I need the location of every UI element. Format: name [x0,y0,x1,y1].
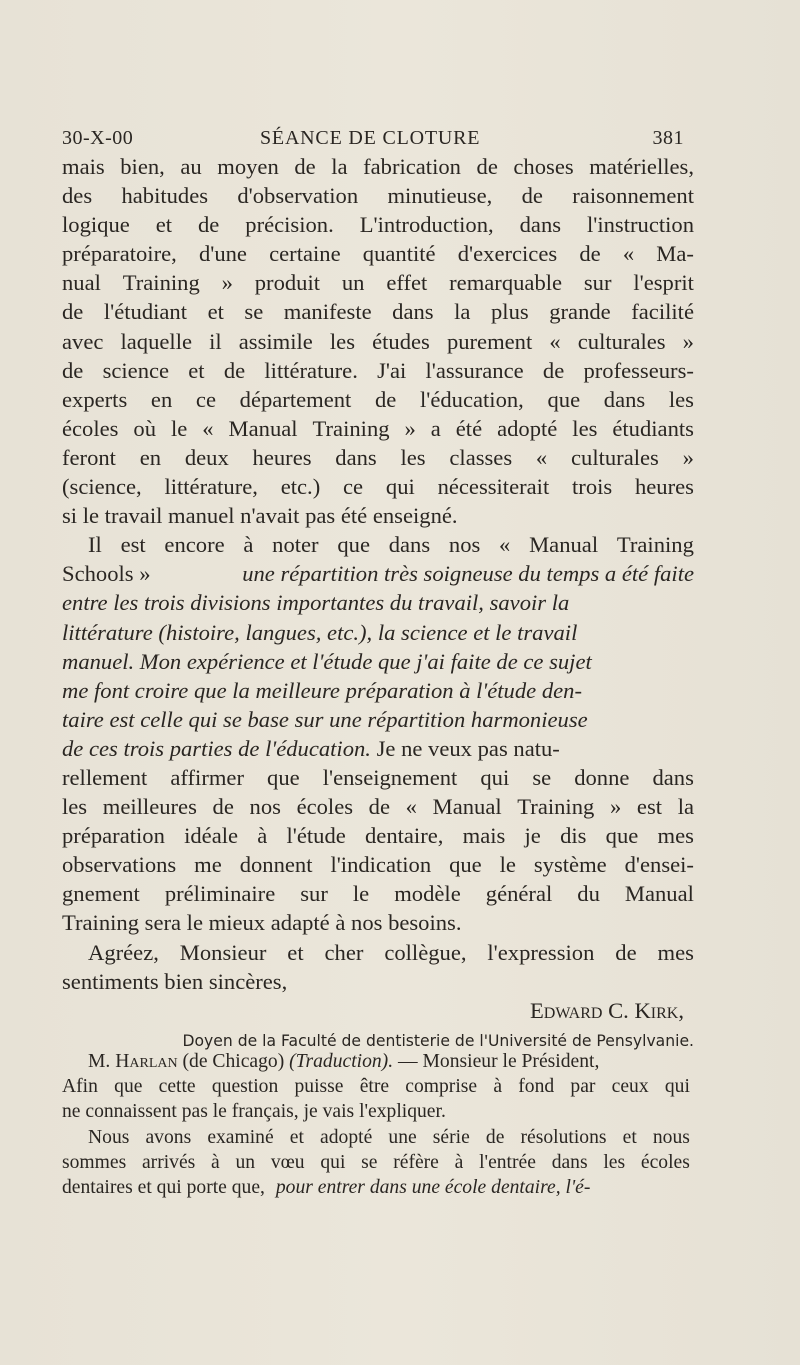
word: écoles [62,415,119,441]
word: avec [62,328,104,354]
word: des [62,183,93,209]
word: de [294,154,316,179]
word: littérature, [164,474,258,500]
word: à [493,1076,503,1098]
word: vœu [270,1151,305,1173]
speaker-name: M. Harlan [88,1051,178,1072]
word: etc.) [280,474,321,500]
word: examiné [207,1126,274,1148]
word: série [432,1126,470,1148]
letter-body [62,152,694,1053]
text-span [62,734,560,763]
paragraph-1 [62,152,694,530]
text-line [62,327,694,356]
word: raisonnement [572,183,694,209]
text-line [62,472,694,501]
word: département [239,386,352,412]
word: à [257,823,268,849]
word: nual [62,270,101,296]
word: » [404,415,416,441]
word: que [337,532,370,558]
word: idéale [184,823,239,849]
word: observations [62,852,177,878]
word: est [636,794,663,820]
text-line [62,210,694,239]
word: avons [145,1126,192,1148]
text-line [62,559,694,588]
text-line [62,647,694,676]
word: se [244,299,264,325]
word: » [221,270,233,296]
word: plus [491,299,529,325]
word: mais [462,823,506,849]
word: que [449,852,482,878]
word: que [114,1076,143,1098]
word: un [341,270,365,296]
word: puisse [294,1076,344,1098]
word: la [677,794,694,820]
text-line [62,268,694,297]
word: culturales [577,328,666,354]
word: et [207,299,224,325]
text-line [62,1125,690,1150]
word: classes [449,444,513,470]
word: dans [551,1151,588,1173]
text-line [62,763,694,792]
word: sur [583,270,612,296]
word: culturales [571,444,659,470]
word: nos [448,532,481,558]
word: purement [446,328,533,354]
word: fond [518,1076,555,1098]
text-line [62,705,694,734]
word: comprise [405,1076,478,1098]
word: a [430,415,441,441]
word: l'étudiant [103,299,188,325]
word: « [622,241,635,267]
word: général [485,881,553,907]
word: système [533,852,607,878]
word: question [211,1076,279,1098]
word: qui [320,1151,346,1173]
word: les [329,328,356,354]
word: meilleures [102,794,197,820]
word: dans [519,212,562,238]
word: » [609,794,622,820]
text-line [62,443,694,472]
word: Manual [529,532,599,558]
word: manifeste [283,299,372,325]
word: Afin [62,1076,98,1098]
word: de [542,357,565,383]
text-span [88,1049,599,1074]
text-line [62,734,694,763]
text-line [62,676,694,705]
text-line [62,385,694,414]
word: la [454,299,471,325]
word: modèle [394,881,461,907]
word: dans [603,386,646,412]
word: quantité [362,241,436,267]
word: d'ensei- [624,852,694,878]
word: Training [312,415,390,441]
word: et [188,357,205,383]
italic-span: de ces trois parties de l'éducation. [62,735,371,761]
word: trois [572,474,613,500]
word: affirmer [170,764,244,790]
word: heures [634,474,694,500]
running-header [62,127,684,155]
text-line [62,414,694,443]
signature-name: Edward C. Kirk, [530,997,684,1023]
word: Training [122,270,200,296]
text-line [62,879,694,908]
word: du [577,881,600,907]
word: études [372,328,430,354]
word: donne [574,764,630,790]
word: » [682,444,694,470]
word: rellement [62,764,148,790]
word: de [62,357,84,383]
text-line [62,588,694,617]
word: de [62,299,84,325]
word: mes [657,823,694,849]
word: se [361,1151,378,1173]
word: résolutions [520,1126,607,1148]
text-span: dentaires et qui porte que, [62,1177,270,1199]
word: minutieuse, [387,183,493,209]
word: est [120,532,146,558]
word: gnement [62,881,140,907]
word: produit [254,270,321,296]
text-line [62,356,694,385]
word: adopté [497,415,558,441]
word: de [212,794,234,820]
word: « [535,444,548,470]
word: Training [616,532,694,558]
signature-title: Doyen de la Faculté de dentisterie de l'Université de Pensylvanie. [182,1031,694,1050]
word: les [62,794,88,820]
paragraph-2 [62,530,694,937]
word: ce [195,386,216,412]
word: sommes [62,1151,127,1173]
word: une [388,1126,417,1148]
word: que [267,764,300,790]
word: Manual [228,415,298,441]
word: le [499,852,516,878]
text-line [62,1074,690,1099]
word: dans [388,532,431,558]
text-line: si le travail manuel n'avait pas été enseigné. [62,503,458,529]
italic-line: entre les trois divisions importantes du travail, savoir la [62,590,570,616]
text-span: Je ne veux pas natu- [370,735,560,761]
word: été [455,415,483,441]
word: Manual [432,794,502,820]
word: « [202,415,214,441]
word: écoles [296,794,354,820]
word: l'instruction [587,212,694,238]
word: par [570,1076,596,1098]
word: Manual [624,881,694,907]
word: écoles [640,1151,690,1173]
text-line [62,821,694,850]
word: de [615,939,637,965]
word: où [133,415,157,441]
word: le [352,881,370,907]
word: de [374,386,397,412]
text-line [62,1049,690,1074]
word: l'expression [487,939,595,965]
word: les [400,444,426,470]
header-date: 30-X-00 [62,127,134,149]
word: je [524,823,541,849]
word: de [579,241,601,267]
word: « [499,532,511,558]
italic-span: (Traduction). [289,1051,394,1072]
word: de [521,183,543,209]
word: facilité [631,299,694,325]
word: préliminaire [164,881,276,907]
word: Agréez, [88,939,159,965]
word: les [668,386,694,412]
word: que [605,823,639,849]
text-line [62,1175,690,1200]
word: à [454,1151,464,1173]
page-number: 381 [652,127,684,149]
word: professeurs- [583,357,694,383]
text-line [62,792,694,821]
word: l'étude [286,823,346,849]
word: l'indication [330,852,432,878]
word: cette [158,1076,196,1098]
word: de [198,212,220,238]
word: science [102,357,170,383]
word: l'assurance [425,357,524,383]
word: étudiants [612,415,694,441]
word: laquelle [120,328,192,354]
word: Il [88,532,102,558]
word: un [235,1151,256,1173]
word: experts [62,386,128,412]
word: ce [343,474,364,500]
text-line [62,618,694,647]
text-line [62,1150,690,1175]
word: que [547,386,581,412]
word: l'esprit [633,270,694,296]
text-line: ne connaissent pas le français, je vais l'expliquer. [62,1101,446,1123]
word: l'éducation, [419,386,524,412]
italic-span: pour entrer dans une école dentaire, l'é- [275,1177,591,1199]
word: le [170,415,188,441]
word: noter [272,532,319,558]
word: » [682,328,694,354]
word: dentaire, [365,823,444,849]
word: réfère [393,1151,439,1173]
italic-span: une répartition très soigneuse du temps a été faite [242,561,694,587]
word: qui [480,764,510,790]
word: matérielles, [589,154,694,179]
word: logique [62,212,130,238]
word: mes [657,939,694,965]
word: heures [252,444,312,470]
word: Ma- [656,241,694,267]
word: dans [392,299,434,325]
word: en [150,386,173,412]
word: L'introduction, [359,212,494,238]
italic-line: taire est celle qui se base sur une répartition harmonieuse [62,706,588,732]
text-span: Schools » [62,561,157,587]
word: et [622,1126,637,1148]
word: préparatoire, [62,241,177,267]
word: « [405,794,417,820]
word: deux [184,444,229,470]
harlan-statement [62,1049,690,1200]
word: choses [513,154,574,179]
word: moyen [217,154,279,179]
italic-line: littérature (histoire, langues, etc.), la science et le travail [62,619,578,645]
word: ceux [611,1076,649,1098]
word: sur [300,881,328,907]
word: fabrication [363,154,461,179]
word: l'entrée [479,1151,536,1173]
word: collègue, [384,939,467,965]
italic-line: me font croire que la meilleure préparation à l'étude den- [62,677,582,703]
word: dans [652,764,694,790]
word: de [485,1126,505,1148]
word: préparation [62,823,165,849]
word: à [243,532,254,558]
word: mais [62,154,105,179]
word: qui [385,474,415,500]
word: de [476,154,498,179]
word: remarquable [449,270,563,296]
word: assimile [238,328,313,354]
text-line [62,850,694,879]
word: être [359,1076,390,1098]
text-line [62,938,694,967]
word: nous [652,1126,690,1148]
word: « [549,328,561,354]
italic-line: manuel. Mon expérience et l'étude que j'ai faite de ce sujet [62,648,592,674]
text-span: — Monsieur le Président, [393,1051,600,1072]
word: bien, [120,154,165,179]
word: J'ai [377,357,407,383]
word: Training [517,794,595,820]
word: dans [335,444,377,470]
word: se [532,764,552,790]
text-line: sentiments bien sincères, [62,968,288,994]
word: Monsieur [179,939,267,965]
word: Nous [88,1126,130,1148]
word: littérature. [264,357,358,383]
word: d'observation [237,183,359,209]
word: feront [62,444,116,470]
word: de [223,357,246,383]
word: (science, [62,474,142,500]
word: me [194,852,222,878]
word: à [211,1151,220,1173]
word: les [572,415,598,441]
word: dis [560,823,587,849]
word: en [139,444,162,470]
word: précision. [245,212,334,238]
word: certaine [269,241,341,267]
word: et [155,212,173,238]
word: arrivés [141,1151,196,1173]
word: l'enseignement [322,764,458,790]
word: et [287,939,304,965]
word: nos [249,794,281,820]
closing-paragraph [62,938,694,996]
word: et [289,1126,304,1148]
word: grande [549,299,611,325]
word: effet [386,270,428,296]
text-line [62,239,694,268]
header-title: SÉANCE DE CLOTURE [260,127,481,149]
word: donnent [239,852,313,878]
word: d'une [198,241,247,267]
text-line [62,530,694,559]
word: qui [664,1076,690,1098]
text-line [62,181,694,210]
word: de [368,794,390,820]
word: habitudes [121,183,209,209]
word: les [603,1151,626,1173]
text-line [62,297,694,326]
word: adopté [320,1126,373,1148]
text-line [62,152,694,181]
word: encore [164,532,225,558]
text-line: Training sera le mieux adapté à nos besoins. [62,910,462,936]
word: d'exercices [457,241,558,267]
word: il [209,328,222,354]
word: la [331,154,348,179]
word: cher [324,939,364,965]
word: au [180,154,202,179]
text-span: (de Chicago) [177,1051,290,1072]
word: nécessiterait [437,474,550,500]
